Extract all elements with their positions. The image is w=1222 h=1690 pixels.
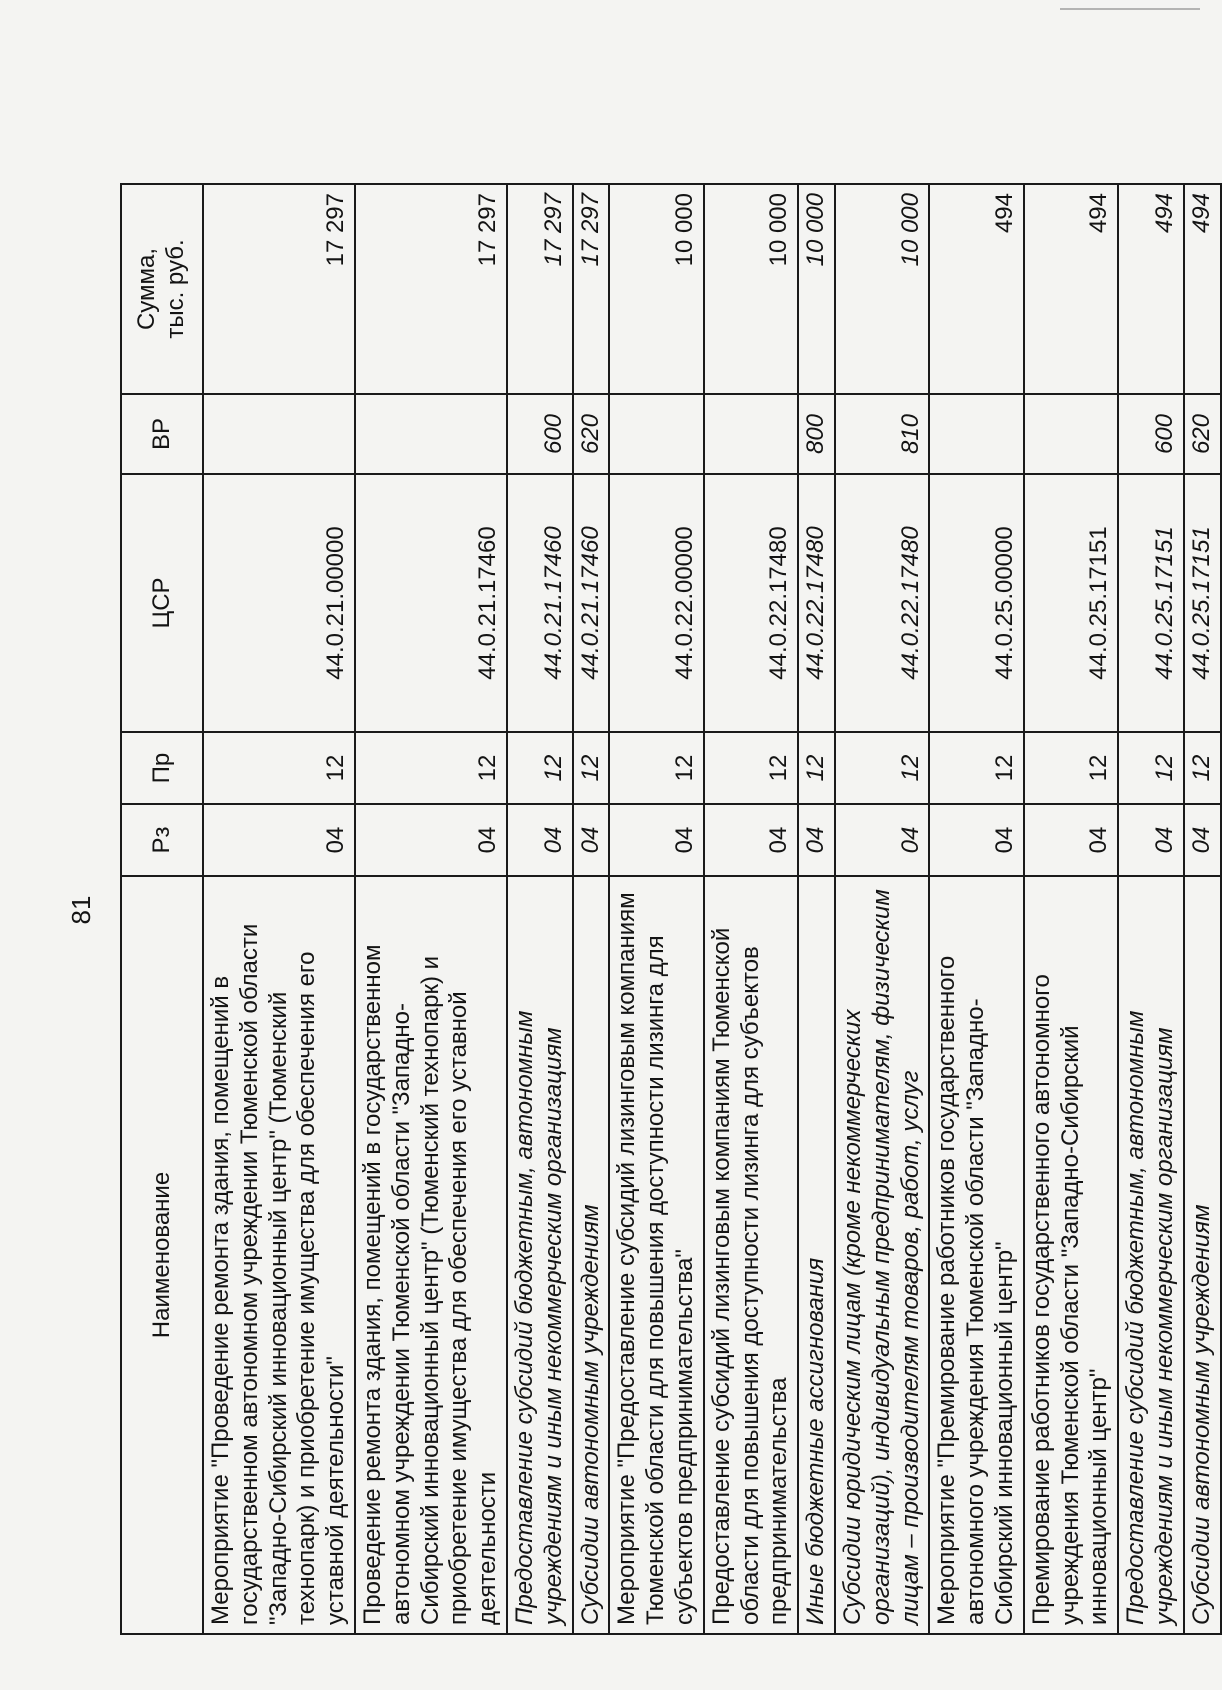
cell-pr: 12 bbox=[929, 732, 1023, 804]
cell-sum: 10 000 bbox=[798, 184, 835, 394]
cell-csr: 44.0.21.00000 bbox=[203, 474, 355, 732]
cell-csr: 44.0.22.17480 bbox=[798, 474, 835, 732]
cell-csr: 44.0.25.17151 bbox=[1184, 474, 1221, 732]
cell-vr: 620 bbox=[1184, 394, 1221, 474]
cell-csr: 44.0.25.00000 bbox=[929, 474, 1023, 732]
cell-vr bbox=[355, 394, 507, 474]
table-row bbox=[1118, 184, 1184, 1634]
table-header-row bbox=[121, 184, 203, 1634]
cell-rz: 04 bbox=[835, 804, 929, 876]
cell-csr: 44.0.22.17480 bbox=[704, 474, 798, 732]
cell-rz: 04 bbox=[573, 804, 610, 876]
cell-pr: 12 bbox=[798, 732, 835, 804]
cell-pr: 12 bbox=[507, 732, 573, 804]
cell-name: Мероприятие "Проведение ремонта здания, помещений в государственном автономном учреждении Тюменской области "Западно-Сибирский инновационный центр" (Тюменский технопарк) и приобретение имущества для обеспечения его уставной деятельности" bbox=[203, 876, 355, 1634]
cell-vr: 620 bbox=[573, 394, 610, 474]
cell-csr: 44.0.25.17151 bbox=[1024, 474, 1118, 732]
cell-vr bbox=[1024, 394, 1118, 474]
cell-sum: 10 000 bbox=[704, 184, 798, 394]
cell-pr: 12 bbox=[203, 732, 355, 804]
budget-table bbox=[120, 183, 1222, 1635]
cell-rz: 04 bbox=[704, 804, 798, 876]
cell-sum: 17 297 bbox=[573, 184, 610, 394]
cell-vr: 810 bbox=[835, 394, 929, 474]
cell-name: Предоставление субсидий лизинговым компаниям Тюменской области для повышения доступности лизинга для субъектов предпринимательства bbox=[704, 876, 798, 1634]
header-rz: Рз bbox=[121, 804, 203, 876]
cell-rz: 04 bbox=[1024, 804, 1118, 876]
table-row bbox=[1024, 184, 1118, 1634]
cell-vr bbox=[929, 394, 1023, 474]
cell-name: Проведение ремонта здания, помещений в государственном автономном учреждении Тюменской области "Западно-Сибирский инновационный центр" (Тюменский технопарк) и приобретение имущества для обеспечения его уставной деятельности bbox=[355, 876, 507, 1634]
cell-name: Предоставление субсидий бюджетным, автономным учреждениям и иным некоммерческим организациям bbox=[507, 876, 573, 1634]
cell-name: Премирование работников государственного автономного учреждения Тюменской области "Западно-Сибирский инновационный центр" bbox=[1024, 876, 1118, 1634]
cell-sum: 494 bbox=[1024, 184, 1118, 394]
cell-pr: 12 bbox=[835, 732, 929, 804]
cell-pr: 12 bbox=[573, 732, 610, 804]
table-row bbox=[835, 184, 929, 1634]
cell-name: Мероприятие "Предоставление субсидий лизинговым компаниям Тюменской области для повышения доступности лизинга для субъектов предпринимательства" bbox=[609, 876, 703, 1634]
cell-name: Мероприятие "Премирование работников государственного автономного учреждения Тюменской области "Западно-Сибирский инновационный центр" bbox=[929, 876, 1023, 1634]
cell-pr: 12 bbox=[704, 732, 798, 804]
cell-csr: 44.0.21.17460 bbox=[507, 474, 573, 732]
header-sum bbox=[121, 184, 203, 394]
cell-csr: 44.0.25.17151 bbox=[1118, 474, 1184, 732]
cell-vr bbox=[609, 394, 703, 474]
cell-sum: 10 000 bbox=[609, 184, 703, 394]
table-row bbox=[573, 184, 610, 1634]
table-row bbox=[609, 184, 703, 1634]
cell-pr: 12 bbox=[609, 732, 703, 804]
cell-sum: 17 297 bbox=[507, 184, 573, 394]
header-vr: ВР bbox=[121, 394, 203, 474]
cell-vr: 800 bbox=[798, 394, 835, 474]
cell-rz: 04 bbox=[929, 804, 1023, 876]
table-row bbox=[203, 184, 355, 1634]
cell-pr: 12 bbox=[1024, 732, 1118, 804]
cell-rz: 04 bbox=[798, 804, 835, 876]
cell-pr: 12 bbox=[355, 732, 507, 804]
cell-rz: 04 bbox=[1184, 804, 1221, 876]
cell-sum: 10 000 bbox=[835, 184, 929, 394]
header-name: Наименование bbox=[121, 876, 203, 1634]
table-row bbox=[798, 184, 835, 1634]
cell-sum: 17 297 bbox=[355, 184, 507, 394]
page-number: 81 bbox=[66, 895, 96, 925]
cell-sum: 494 bbox=[1118, 184, 1184, 394]
scan-edge-artifact bbox=[1060, 8, 1200, 10]
cell-vr: 600 bbox=[1118, 394, 1184, 474]
cell-pr: 12 bbox=[1118, 732, 1184, 804]
cell-name: Субсидии юридическим лицам (кроме некоммерческих организаций), индивидуальным предпринимателям, физическим лицам – производителям товаров, работ, услуг bbox=[835, 876, 929, 1634]
cell-vr bbox=[704, 394, 798, 474]
cell-csr: 44.0.22.17480 bbox=[835, 474, 929, 732]
table-row bbox=[929, 184, 1023, 1634]
cell-name: Субсидии автономным учреждениям bbox=[573, 876, 610, 1634]
table-row bbox=[704, 184, 798, 1634]
cell-rz: 04 bbox=[609, 804, 703, 876]
cell-sum: 17 297 bbox=[203, 184, 355, 394]
header-sum-line2: тыс. руб. bbox=[162, 239, 189, 339]
cell-csr: 44.0.21.17460 bbox=[573, 474, 610, 732]
table-row bbox=[507, 184, 573, 1634]
cell-pr: 12 bbox=[1184, 732, 1221, 804]
header-sum-line1: Сумма, bbox=[133, 247, 161, 331]
cell-csr: 44.0.21.17460 bbox=[355, 474, 507, 732]
landscape-page bbox=[60, 130, 1215, 1690]
cell-rz: 04 bbox=[507, 804, 573, 876]
cell-vr bbox=[203, 394, 355, 474]
table-row bbox=[355, 184, 507, 1634]
cell-vr: 600 bbox=[507, 394, 573, 474]
cell-sum: 494 bbox=[1184, 184, 1221, 394]
cell-csr: 44.0.22.00000 bbox=[609, 474, 703, 732]
cell-name: Предоставление субсидий бюджетным, автономным учреждениям и иным некоммерческим организациям bbox=[1118, 876, 1184, 1634]
header-pr: Пр bbox=[121, 732, 203, 804]
cell-name: Субсидии автономным учреждениям bbox=[1184, 876, 1221, 1634]
cell-sum: 494 bbox=[929, 184, 1023, 394]
cell-rz: 04 bbox=[1118, 804, 1184, 876]
cell-rz: 04 bbox=[355, 804, 507, 876]
table-row bbox=[1184, 184, 1221, 1634]
header-csr: ЦСР bbox=[121, 474, 203, 732]
cell-rz: 04 bbox=[203, 804, 355, 876]
cell-name: Иные бюджетные ассигнования bbox=[798, 876, 835, 1634]
